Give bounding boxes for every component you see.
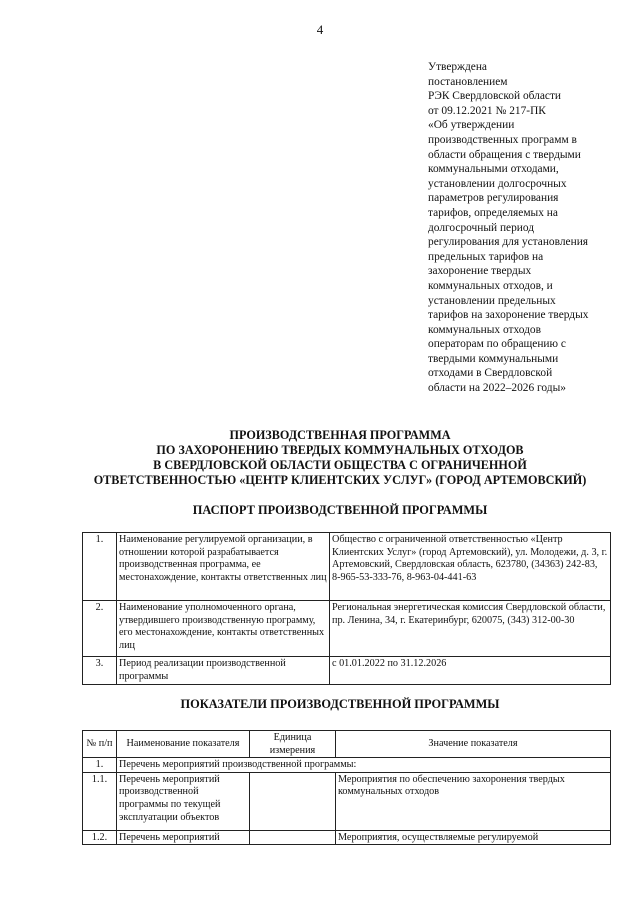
table-row bbox=[83, 533, 611, 601]
title-line: ПРОИЗВОДСТВЕННАЯ ПРОГРАММА bbox=[229, 428, 451, 442]
row-value: Общество с ограниченной ответственностью «Центр Клиентских Услуг» (город Артемовский), ул. Молодежи, д. 3, г. Артемовский, Свердловская область, 623780, (34363) 242-83, 8-965-53-333-76, 8-963-04-441-63 bbox=[330, 533, 611, 601]
approval-block bbox=[428, 60, 618, 396]
approval-line: тарифов, определяемых на bbox=[428, 206, 558, 219]
approval-line: твердыми коммунальными bbox=[428, 352, 559, 365]
row-name: Перечень мероприятий производственной программы по текущей эксплуатации объектов bbox=[117, 772, 250, 830]
approval-line: области на 2022–2026 годы» bbox=[428, 382, 566, 395]
row-number: 1. bbox=[83, 758, 117, 773]
approval-line: долгосрочный период bbox=[428, 221, 535, 234]
table-row bbox=[83, 830, 611, 845]
approval-line: РЭК Свердловской области bbox=[428, 90, 562, 103]
approval-line: параметров регулирования bbox=[428, 192, 559, 205]
row-number: 1.1. bbox=[83, 772, 117, 830]
row-number: 1.2. bbox=[83, 830, 117, 845]
row-label: Наименование уполномоченного органа, утвердившего производственную программу, его местонахождение, контакты ответственных лиц bbox=[117, 601, 330, 657]
approval-line: от 09.12.2021 № 217-ПК bbox=[428, 104, 546, 117]
title-line: В СВЕРДЛОВСКОЙ ОБЛАСТИ ОБЩЕСТВА С ОГРАНИЧЕННОЙ bbox=[153, 458, 527, 472]
header-unit: Единица измерения bbox=[250, 731, 336, 758]
approval-line: области обращения с твердыми bbox=[428, 148, 581, 161]
row-label: Наименование регулируемой организации, в отношении которой разрабатывается производственная программа, ее местонахождение, контакты ответственных лиц bbox=[117, 533, 330, 601]
approval-line: постановлением bbox=[428, 75, 508, 88]
approval-line: регулирования для установления bbox=[428, 236, 589, 249]
approval-line: коммунальными отходами, bbox=[428, 163, 559, 176]
table-header-row bbox=[83, 731, 611, 758]
header-num: № п/п bbox=[83, 731, 117, 758]
approval-line: коммунальных отходов, и bbox=[428, 279, 553, 292]
section-label: Перечень мероприятий производственной программы: bbox=[117, 758, 611, 773]
table-row bbox=[83, 657, 611, 685]
page-number: 4 bbox=[316, 22, 324, 37]
approval-line: установлении предельных bbox=[428, 294, 556, 307]
title-line: ОТВЕТСТВЕННОСТЬЮ «ЦЕНТР КЛИЕНТСКИХ УСЛУГ» (ГОРОД АРТЕМОВСКИЙ) bbox=[93, 473, 587, 487]
approval-line: производственных программ в bbox=[428, 133, 577, 146]
document-title bbox=[60, 428, 620, 488]
approval-line: предельных тарифов на bbox=[428, 250, 544, 263]
row-number: 1. bbox=[83, 533, 117, 601]
row-value: Мероприятия, осуществляемые регулируемой bbox=[336, 830, 611, 845]
approval-line: коммунальных отходов bbox=[428, 323, 541, 336]
approval-line: отходами в Свердловской bbox=[428, 367, 553, 380]
passport-table bbox=[82, 532, 611, 685]
indicators-table bbox=[82, 730, 611, 845]
indicators-heading: ПОКАЗАТЕЛИ ПРОИЗВОДСТВЕННОЙ ПРОГРАММЫ bbox=[180, 697, 500, 711]
row-value: с 01.01.2022 по 31.12.2026 bbox=[330, 657, 611, 685]
table-row bbox=[83, 772, 611, 830]
row-number: 3. bbox=[83, 657, 117, 685]
row-number: 2. bbox=[83, 601, 117, 657]
header-name: Наименование показателя bbox=[117, 731, 250, 758]
approval-line: Утверждена bbox=[428, 61, 487, 73]
passport-heading: ПАСПОРТ ПРОИЗВОДСТВЕННОЙ ПРОГРАММЫ bbox=[192, 503, 488, 517]
row-value: Мероприятия по обеспечению захоронения твердых коммунальных отходов bbox=[336, 772, 611, 830]
row-unit bbox=[250, 772, 336, 830]
title-line: ПО ЗАХОРОНЕНИЮ ТВЕРДЫХ КОММУНАЛЬНЫХ ОТХОДОВ bbox=[156, 443, 524, 457]
row-unit bbox=[250, 830, 336, 845]
row-name: Перечень мероприятий bbox=[117, 830, 250, 845]
header-value: Значение показателя bbox=[336, 731, 611, 758]
row-label: Период реализации производственной программы bbox=[117, 657, 330, 685]
approval-line: захоронение твердых bbox=[428, 265, 532, 278]
approval-line: установлении долгосрочных bbox=[428, 177, 567, 190]
table-row bbox=[83, 758, 611, 773]
table-row bbox=[83, 601, 611, 657]
row-value: Региональная энергетическая комиссия Свердловской области, пр. Ленина, 34, г. Екатеринбург, 620075, (343) 312-00-30 bbox=[330, 601, 611, 657]
approval-line: тарифов на захоронение твердых bbox=[428, 309, 589, 322]
approval-line: операторам по обращению с bbox=[428, 338, 566, 351]
approval-line: «Об утверждении bbox=[428, 119, 515, 132]
